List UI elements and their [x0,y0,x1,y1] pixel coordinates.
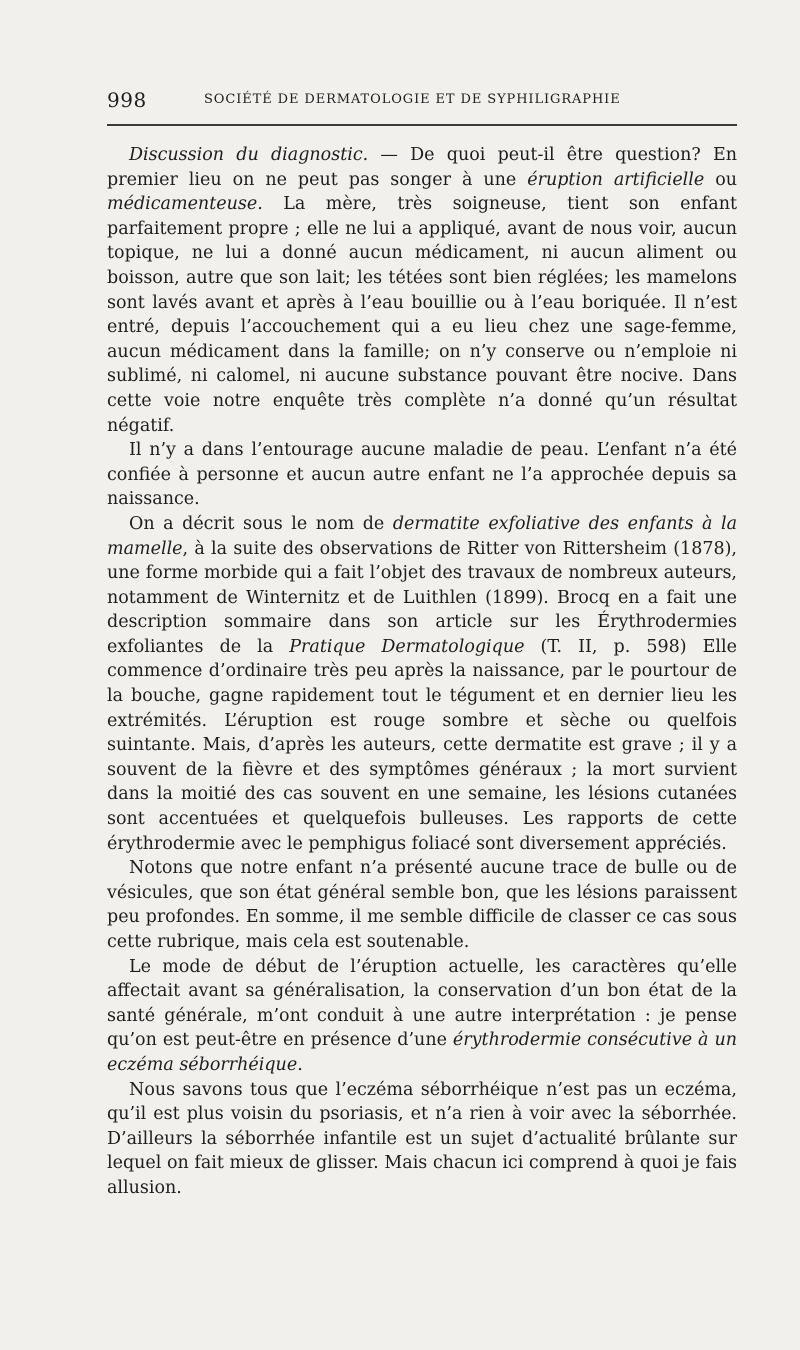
text-run: , à la suite des observations de Ritter von Rittersheim (1878), une forme morbide qui a fait l’objet des travaux de nombreux auteurs, notamment de Winternitz et de Luithlen (1899). Brocq en a fait une description sommaire dans son article sur les Érythrodermies exfoliantes de la [107,538,737,657]
text-run: Le mode de début de l’éruption actuelle, les caractères qu’elle affectait avant sa généralisation, la conservation d’un bon état de la santé générale, m’ont conduit à une autre interprétation : je pense qu’on est peut-être en présence d’une [107,956,737,1051]
paragraph [107,438,737,512]
text-run: On a décrit sous le nom de [129,513,393,534]
paragraph [107,512,737,856]
page-number: 998 [107,88,147,112]
text-run: Il n’y a dans l’entourage aucune maladie de peau. L’enfant n’a été confiée à personne et aucun autre enfant ne l’a approchée depuis sa naissance. [107,440,737,510]
paragraph [107,856,737,954]
text-run: — De quoi peut-il être question? En premier lieu on ne peut pas songer à une [107,145,738,190]
paragraph [107,143,737,438]
text-run-italic: érythrodermie consécutive à un eczéma séborrhéique [107,1030,737,1075]
text-run: La mère, très soigneuse, tient son enfant parfaitement propre ; elle ne lui a appliqué, avant de nous voir, aucun topique, ne lui a donné aucun médicament, ni aucun aliment ou boisson, autre que son lait; les tétées sont bien réglées; les mamelons sont lavés avant et après à l’eau bouillie ou à l’eau boriquée. Il n’est entré, depuis l’accouchement qui a eu lieu chez une sage-femme, aucun médicament dans la famille; on n’y conserve ou n’emploie ni sublimé, ni calomel, ni aucune substance pouvant être nocive. Dans cette voie notre enquête très complète n’a donné qu’un résultat négatif. [107,194,737,436]
page-header [107,88,737,116]
text-run: Notons que notre enfant n’a présenté aucune trace de bulle ou de vésicules, que son état général semble bon, que les lésions paraissent peu profondes. En somme, il me semble difficile de classer ce cas sous cette rubrique, mais cela est soutenable. [107,858,737,952]
text-run: . [297,1054,303,1075]
paragraph [107,955,737,1078]
text-run-italic: médicamenteuse. [107,194,263,215]
text-run-italic: éruption artificielle [527,169,705,190]
body-text [107,143,737,1201]
text-run-italic: dermatite exfoliative des enfants à la mamelle [107,513,737,559]
text-run-italic: Discussion du diagnostic. [129,145,369,165]
text-run: (T. II, p. 598) Elle commence d’ordinaire très peu après la naissance, par le pourtour de la bouche, gagne rapidement tout le tégument et en dernier lieu les extrémités. L’éruption est rouge sombre et sèche ou quelfois suintante. Mais, d’après les auteurs, cette dermatite est grave ; il y a souvent de la fièvre et des symptômes généraux ; la mort survient dans la moitié des cas souvent en une semaine, les lésions cutanées sont accentuées et quelquefois bulleuses. Les rapports de cette érythrodermie avec le pemphigus foliacé sont diversement appréciés. [107,636,737,854]
text-run-italic: Pratique Dermatologique [289,636,525,657]
paragraph [107,1078,737,1201]
running-title: SOCIÉTÉ DE DERMATOLOGIE ET DE SYPHILIGRAPHIE [204,92,621,107]
header-rule [107,124,737,126]
text-run: Nous savons tous que l’eczéma séborrhéique n’est pas un eczéma, qu’il est plus voisin du psoriasis, et n’a rien à voir avec la séborrhée. D’ailleurs la séborrhée infantile est un sujet d’actualité brûlante sur lequel on fait mieux de glisser. Mais chacun ici comprend à quoi je fais allusion. [107,1079,737,1198]
text-run: ou [704,169,737,190]
